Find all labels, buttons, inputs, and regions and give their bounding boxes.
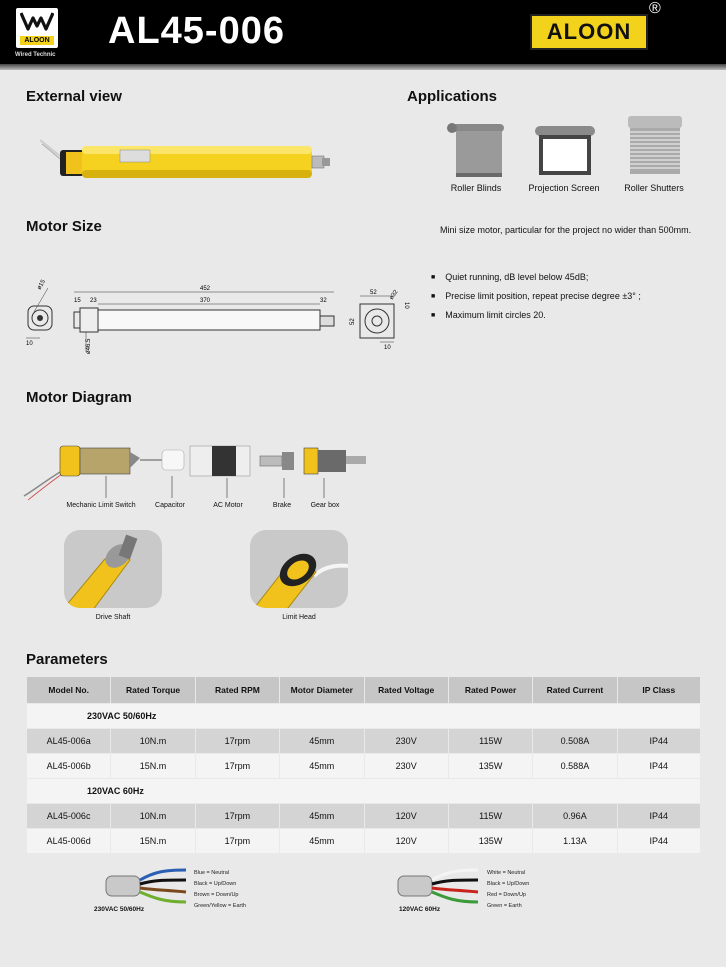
dim-bracket-side: 10 bbox=[384, 345, 391, 351]
motor-size-title: Motor Size bbox=[26, 218, 102, 235]
table-cell: IP44 bbox=[617, 754, 700, 779]
wiring-legend-120v bbox=[487, 868, 529, 912]
column-header: Rated Current bbox=[533, 677, 617, 704]
table-cell: 120V bbox=[364, 804, 448, 829]
table-cell: 17rpm bbox=[195, 829, 279, 854]
table-cell: 45mm bbox=[280, 829, 364, 854]
table-cell: 17rpm bbox=[195, 804, 279, 829]
table-row bbox=[27, 804, 701, 829]
table-cell: AL45-006a bbox=[27, 729, 111, 754]
table-row bbox=[27, 829, 701, 854]
table-cell: 45mm bbox=[280, 754, 364, 779]
brand-badge: ALOON bbox=[530, 14, 648, 50]
legend-entry: Red = Down/Up bbox=[487, 892, 526, 898]
feature-item: ■ Precise limit position, repeat precise degree ±3° ; bbox=[431, 287, 641, 306]
group-label: 230VAC 50/60Hz bbox=[27, 704, 701, 729]
projection-screen-icon bbox=[533, 124, 597, 178]
table-cell: 15N.m bbox=[111, 754, 195, 779]
wiring-cable-230v bbox=[104, 866, 190, 906]
table-row bbox=[27, 754, 701, 779]
limit-head-photo bbox=[250, 530, 348, 608]
app-label-roller-shutters: Roller Shutters bbox=[624, 183, 684, 193]
motor-external-image bbox=[38, 132, 338, 190]
exploded-motor-diagram bbox=[22, 438, 372, 504]
dim-small: 10 bbox=[26, 341, 33, 347]
table-cell: 45mm bbox=[280, 804, 364, 829]
table-cell: 115W bbox=[448, 804, 532, 829]
product-description: Mini size motor, particular for the project no wider than 500mm. bbox=[440, 225, 692, 235]
table-cell: 135W bbox=[448, 829, 532, 854]
dim-bracket-height: 52 bbox=[350, 318, 356, 325]
legend-entry: White = Neutral bbox=[487, 870, 526, 876]
table-cell: 135W bbox=[448, 754, 532, 779]
app-label-projection-screen: Projection Screen bbox=[528, 183, 600, 193]
dim-side: 10 bbox=[403, 302, 409, 309]
component-label: Mechanic Limit Switch bbox=[66, 502, 136, 509]
page-title: AL45-006 bbox=[108, 10, 285, 52]
column-header: Model No. bbox=[27, 677, 111, 704]
dim-bracket-width: 52 bbox=[370, 290, 377, 296]
feature-item: ■ Maximum limit circles 20. bbox=[431, 306, 641, 325]
legend-entry: Brown = Down/Up bbox=[194, 892, 239, 898]
header-divider bbox=[0, 64, 726, 70]
column-header: Rated Torque bbox=[111, 677, 195, 704]
table-cell: IP44 bbox=[617, 829, 700, 854]
table-group-row bbox=[27, 779, 701, 804]
legend-entry: Green = Earth bbox=[487, 903, 522, 909]
component-label: Gear box bbox=[310, 502, 340, 509]
aloon-logo-small bbox=[16, 8, 58, 48]
photo-label-drive-shaft: Drive Shaft bbox=[95, 614, 131, 621]
roller-blind-icon bbox=[446, 122, 506, 180]
dim-total-length: 452 bbox=[200, 286, 211, 292]
table-cell: 1.13A bbox=[533, 829, 617, 854]
table-cell: 10N.m bbox=[111, 729, 195, 754]
table-cell: AL45-006b bbox=[27, 754, 111, 779]
table-cell: 0.588A bbox=[533, 754, 617, 779]
parameters-title: Parameters bbox=[26, 651, 108, 668]
table-row bbox=[27, 729, 701, 754]
app-label-roller-blinds: Roller Blinds bbox=[450, 183, 502, 193]
legend-entry: Black = Up/Down bbox=[487, 881, 530, 887]
registered-mark: ® bbox=[649, 0, 661, 17]
wiring-cable-120v bbox=[396, 866, 482, 906]
column-header: Rated Power bbox=[448, 677, 532, 704]
wiring-legend-230v bbox=[194, 868, 246, 912]
column-header: Rated Voltage bbox=[364, 677, 448, 704]
photo-label-limit-head: Limit Head bbox=[282, 614, 316, 621]
table-cell: AL45-006d bbox=[27, 829, 111, 854]
group-label: 120VAC 60Hz bbox=[27, 779, 701, 804]
table-cell: 0.96A bbox=[533, 804, 617, 829]
motor-diagram-title: Motor Diagram bbox=[26, 389, 132, 406]
dim-head: 15 bbox=[74, 298, 81, 304]
wiring-caption-120v: 120VAC 60Hz bbox=[399, 906, 441, 913]
dim-tube-length: 370 bbox=[200, 298, 211, 304]
roller-shutter-icon bbox=[624, 114, 686, 178]
legend-entry: Green/Yellow = Earth bbox=[194, 903, 246, 909]
table-cell: 17rpm bbox=[195, 754, 279, 779]
page-header bbox=[0, 0, 726, 64]
component-label: AC Motor bbox=[213, 502, 243, 509]
logo-word: ALOON bbox=[20, 36, 54, 45]
table-cell: 120V bbox=[364, 829, 448, 854]
external-view-title: External view bbox=[26, 88, 122, 105]
logo-tagline: Wired Technic bbox=[15, 52, 56, 58]
table-cell: 230V bbox=[364, 729, 448, 754]
column-header: Rated RPM bbox=[195, 677, 279, 704]
dim-bracket-hole: ø32 bbox=[388, 289, 400, 302]
feature-item: ■ Quiet running, dB level below 45dB; bbox=[431, 268, 641, 287]
table-cell: 10N.m bbox=[111, 804, 195, 829]
table-cell: 15N.m bbox=[111, 829, 195, 854]
table-cell: 115W bbox=[448, 729, 532, 754]
dim-offset: 23 bbox=[90, 298, 97, 304]
table-cell: AL45-006c bbox=[27, 804, 111, 829]
table-cell: 230V bbox=[364, 754, 448, 779]
dim-diameter-end: ø15 bbox=[36, 279, 47, 291]
table-cell: 17rpm bbox=[195, 729, 279, 754]
component-label: Brake bbox=[272, 502, 292, 509]
column-header: IP Class bbox=[617, 677, 700, 704]
legend-entry: Black = Up/Down bbox=[194, 881, 237, 887]
table-cell: IP44 bbox=[617, 729, 700, 754]
table-group-row bbox=[27, 704, 701, 729]
wiring-caption-230v: 230VAC 50/60Hz bbox=[94, 906, 145, 913]
table-cell: IP44 bbox=[617, 804, 700, 829]
drive-shaft-photo bbox=[64, 530, 162, 608]
parameters-table bbox=[26, 676, 701, 854]
legend-entry: Blue = Neutral bbox=[194, 870, 230, 876]
w-logo-icon bbox=[20, 11, 54, 31]
dim-shaft: 32 bbox=[320, 298, 327, 304]
dim-diameter-tube: ø46.5 bbox=[86, 338, 92, 354]
applications-title: Applications bbox=[407, 88, 498, 105]
column-header: Motor Diameter bbox=[280, 677, 364, 704]
feature-list bbox=[431, 268, 641, 325]
table-header-row bbox=[27, 677, 701, 704]
motor-size-drawing bbox=[20, 278, 420, 358]
table-cell: 45mm bbox=[280, 729, 364, 754]
component-label: Capacitor bbox=[155, 502, 185, 509]
table-cell: 0.508A bbox=[533, 729, 617, 754]
